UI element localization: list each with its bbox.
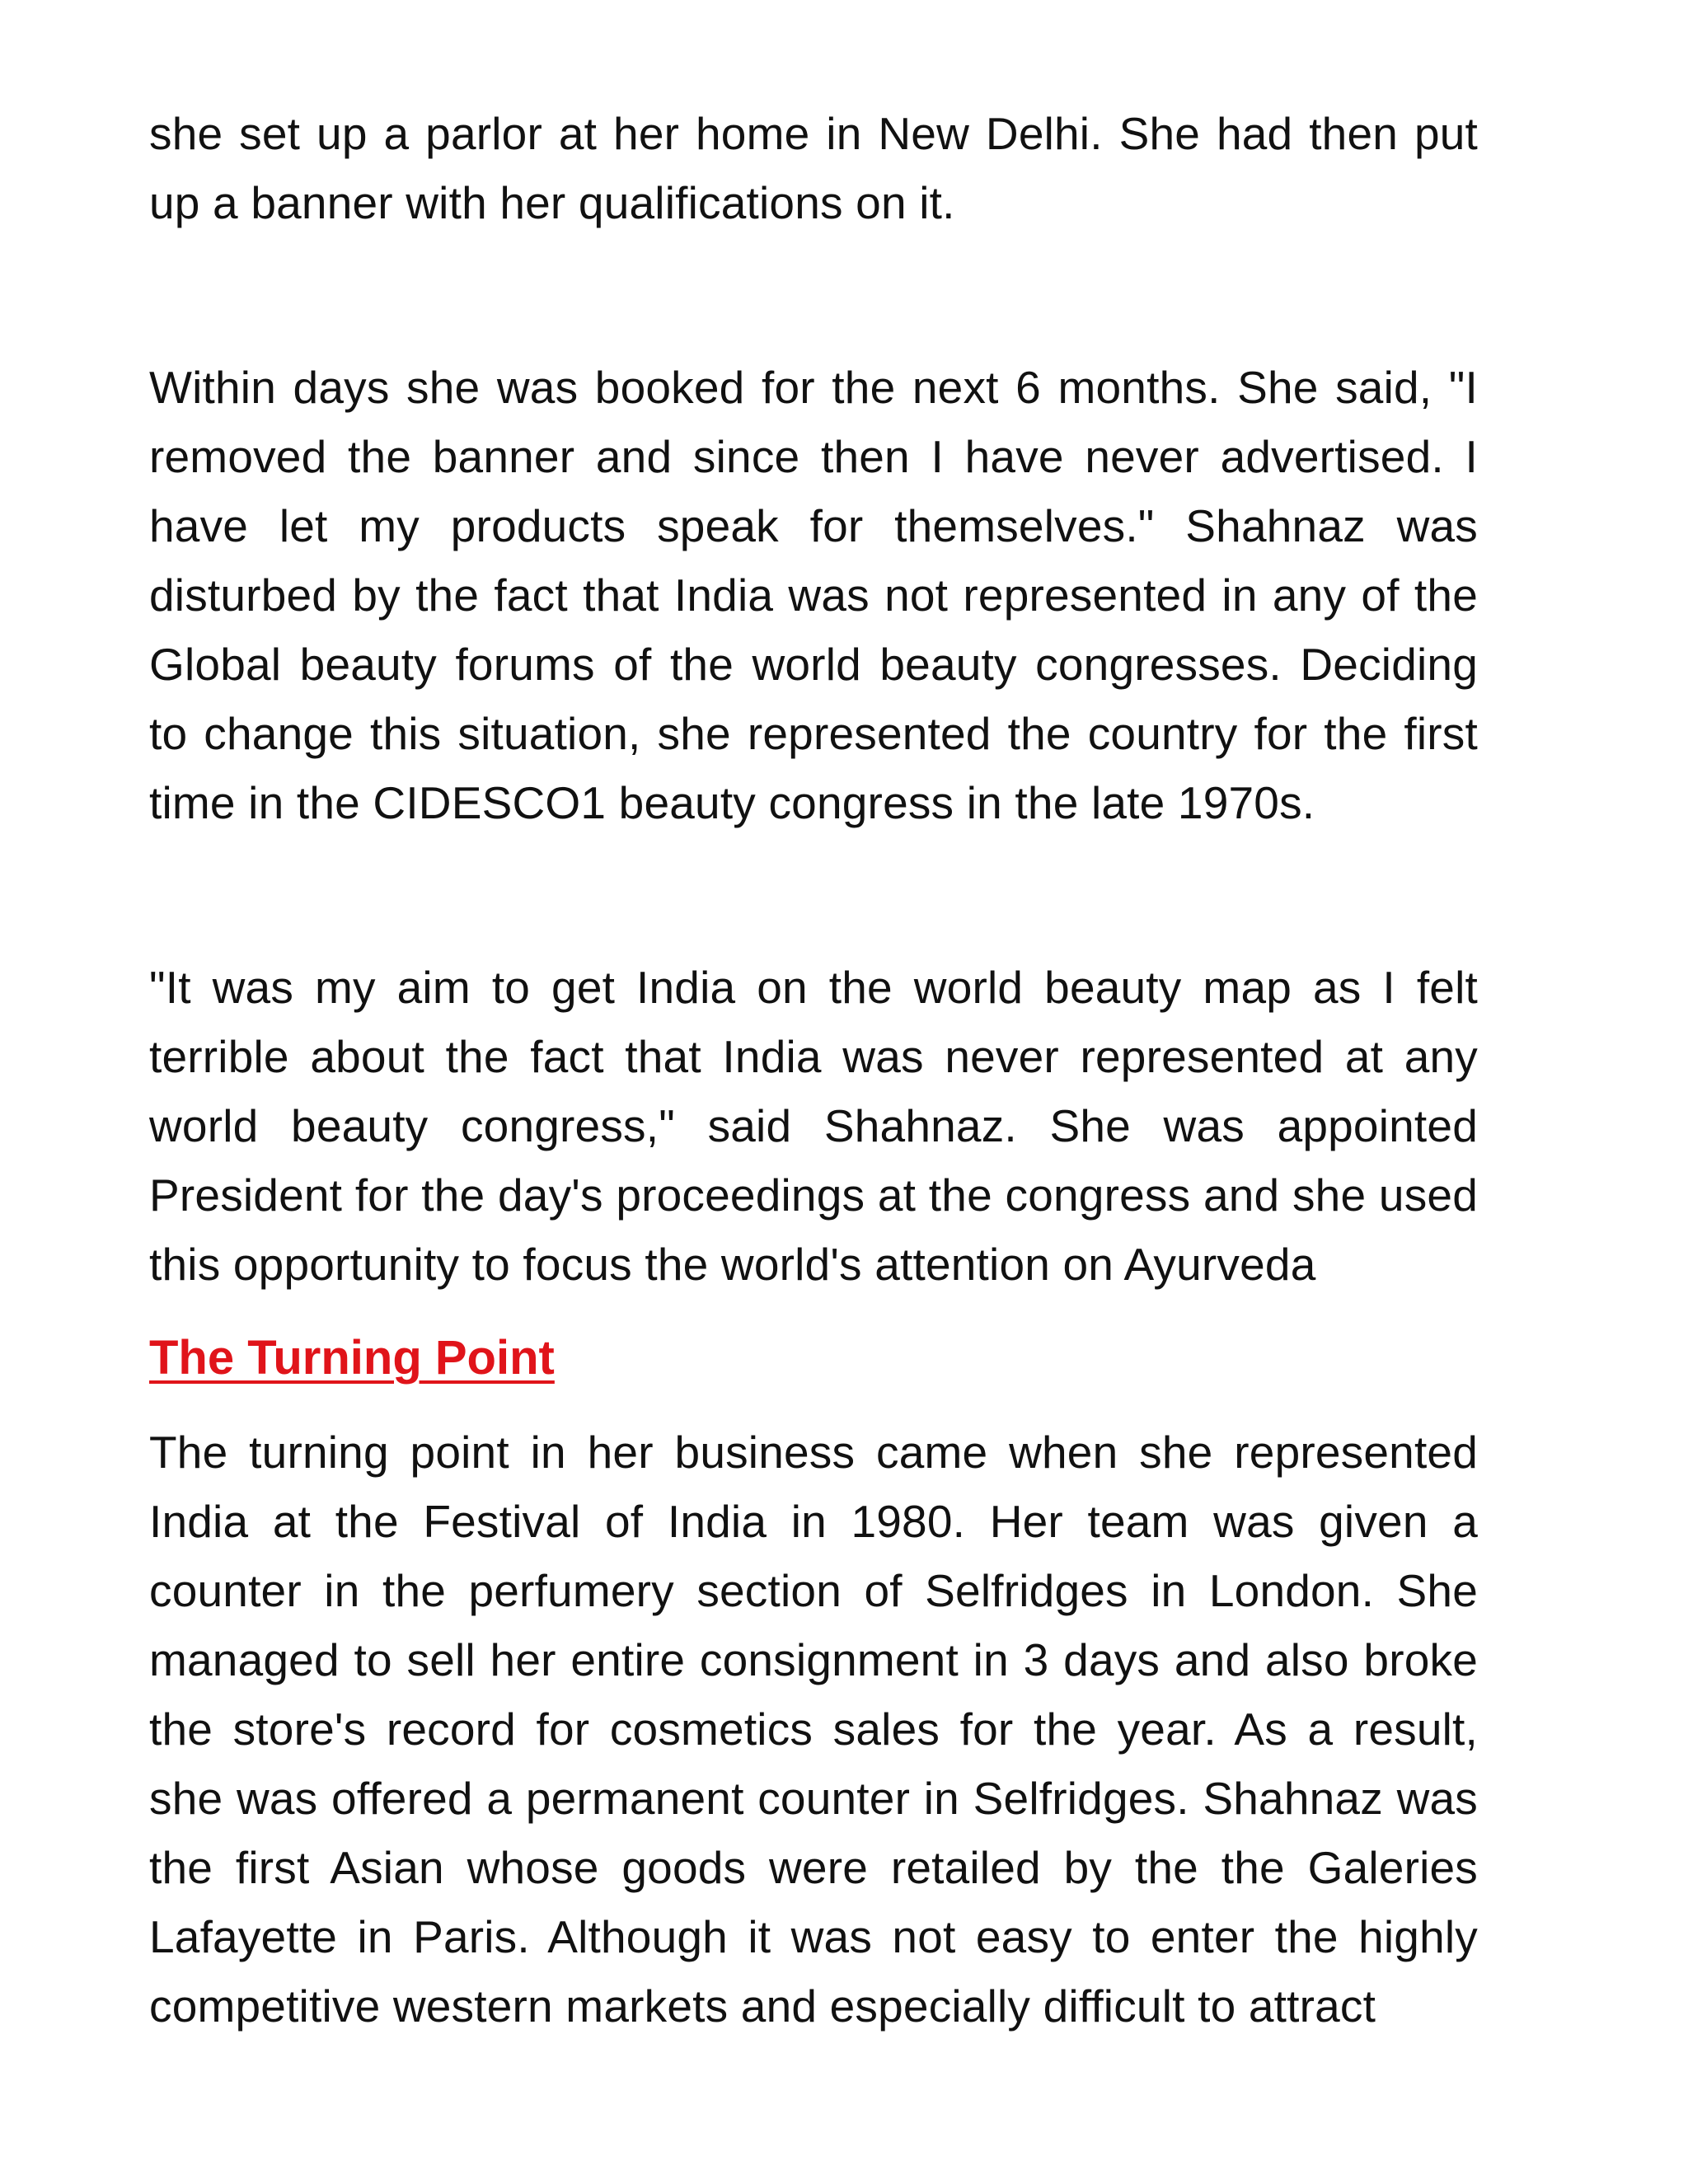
document-page [149,99,1478,2041]
paragraph-parlor: she set up a parlor at her home in New Delhi. She had then put up a banner with her qualifications on it. [149,108,1478,228]
paragraph-quote: "It was my aim to get India on the world beauty map as I felt terrible about the fact that India was never represented at any world beauty congress," said Shahnaz. She was appointed President for the day's proceedings at the congress and she used this opportunity to focus the world's attention on Ayurveda [149,962,1478,1290]
paragraph-booked: Within days she was booked for the next 6 months. She said, "I removed the banner and since then I have never advertised. I have let my products speak for themselves." Shahnaz was disturbed by the fact that India was not represented in any of the Global beauty forums of the world beauty congresses. Deciding to change this situation, she represented the country for the first time in the CIDESCO1 beauty congress in the late 1970s. [149,362,1478,828]
paragraph-turning-point: The turning point in her business came when she represented India at the Festival of India in 1980. Her team was given a counter in the perfumery section of Selfridges in London. She managed to sell her entire consignment in 3 days and also broke the store's record for cosmetics sales for the year. As a result, she was offered a permanent counter in Selfridges. Shahnaz was the first Asian whose goods were retailed by the the Galeries Lafayette in Paris. Although it was not easy to enter the highly competitive western markets and especially difficult to attract [149,1427,1478,2032]
section-heading-wrapper [149,1324,1478,1418]
section-heading: The Turning Point [149,1331,555,1385]
